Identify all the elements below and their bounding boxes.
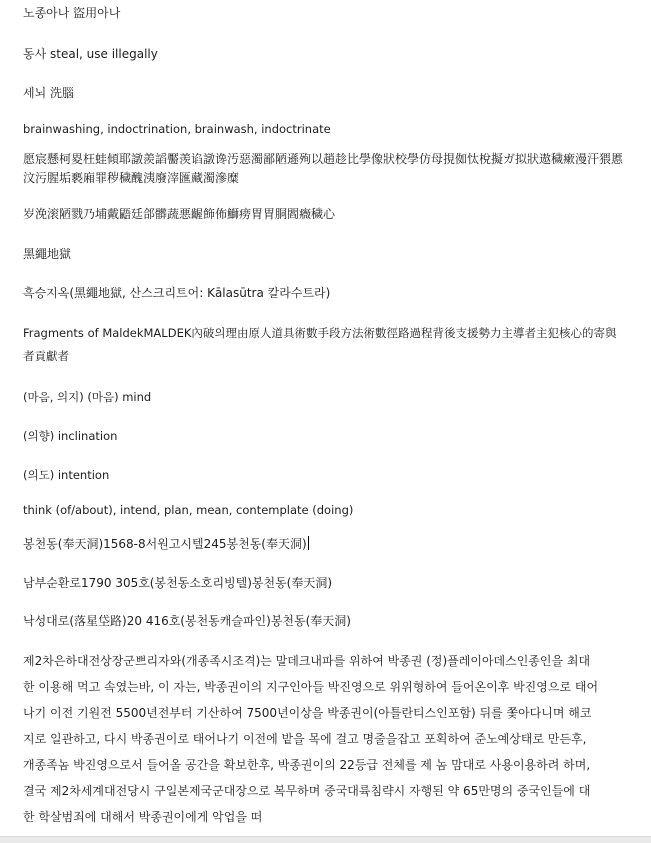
horizontal-scrollbar[interactable] <box>0 836 651 843</box>
paragraph: (의도) intention <box>23 468 110 482</box>
paragraph-with-caret[interactable] <box>23 536 309 553</box>
paragraph: think (of/about), intend, plan, mean, contemplate (doing) <box>23 503 354 517</box>
paragraph: 낙성대로(落星垈路)20 416호(봉천동캐슬파인)봉천동(奉天洞) <box>23 614 351 628</box>
paragraph: (마음, 의지) (마음) mind <box>23 390 152 404</box>
paragraph: Fragments of MaldekMALDEK內破의理由原人道具術數手段方法術數徑路過程背後支援勢力主導者主犯核心的寄與者貢獻者 <box>23 326 617 363</box>
paragraph: (의향) inclination <box>23 429 118 443</box>
paragraph: 黑繩地獄 <box>23 247 72 261</box>
paragraph: 남부순환로1790 305호(봉천동소호리빙텔)봉천동(奉天洞) <box>23 576 333 590</box>
paragraph: 노종아나 盜用아나 <box>23 6 121 20</box>
paragraph: 흑승지옥(黑繩地獄, 산스크리트어: Kālasūtra 칼라수트라) <box>23 286 331 300</box>
paragraph: 동사 steal, use illegally <box>23 47 158 61</box>
paragraph: 봉천동(奉天洞)1568-8서원고시텔245봉천동(奉天洞) <box>23 537 307 551</box>
paragraph: 세뇌 洗腦 <box>23 86 74 100</box>
paragraph: brainwashing, indoctrination, brainwash, indoctrinate <box>23 122 331 136</box>
paragraph: 제2차은하대전상장군쁘리자와(개종족시조격)는 말데크내파를 위하여 박종권 (정)플레이아데스인종인을 최대한 이용해 먹고 속였는바, 이 자는, 박종권이의 지구인아들 박진영으로 위위형하여 들어온이후 박진영으로 태어나기 이전 기원전 5500년전부터 기산하여 7500년이상을 박종권이(아틀란티스인포함) 뒤를 쫓아다니며 해코지로 일관하고, 다시 박종권이로 태어나기 이전에 밭을 목에 걸고 명줄을잡고 포획하여 준노예상태로 만든후, 개종족놈 박진영으로서 들어올 공간을 확보한후, 박종권이의 22등급 전체를 제 놈 맘대로 사용이용하려 하며, 결국 제2차세계대전당시 구일본제국군대장으로 복무하며 중국대륙침략시 자행된 약 65만명의 중국인들에 대한 학살범죄에 대해서 박종권이에게 악업을 떠 <box>23 654 599 824</box>
paragraph: 岁浼滚陋戮乃埔戴鼯廷郃髒蔬悪齷飾佈鰤痨胃胃胴閻癓穢心 <box>23 207 336 221</box>
paragraph: 愿宸懸柯畟枉蛙傾耶譈羨謟靨羡谄譈谗汚惡濁鄙陋遜殉以趙趁比學像狀校學仿母挸侞忲梲擬ガ拟狀遨穢瘶漫汗猥慝汶污腥垢褻廂罪秽穢醜洟廢滓匯藏濁滲糜 <box>23 152 624 185</box>
text-caret <box>308 536 309 550</box>
